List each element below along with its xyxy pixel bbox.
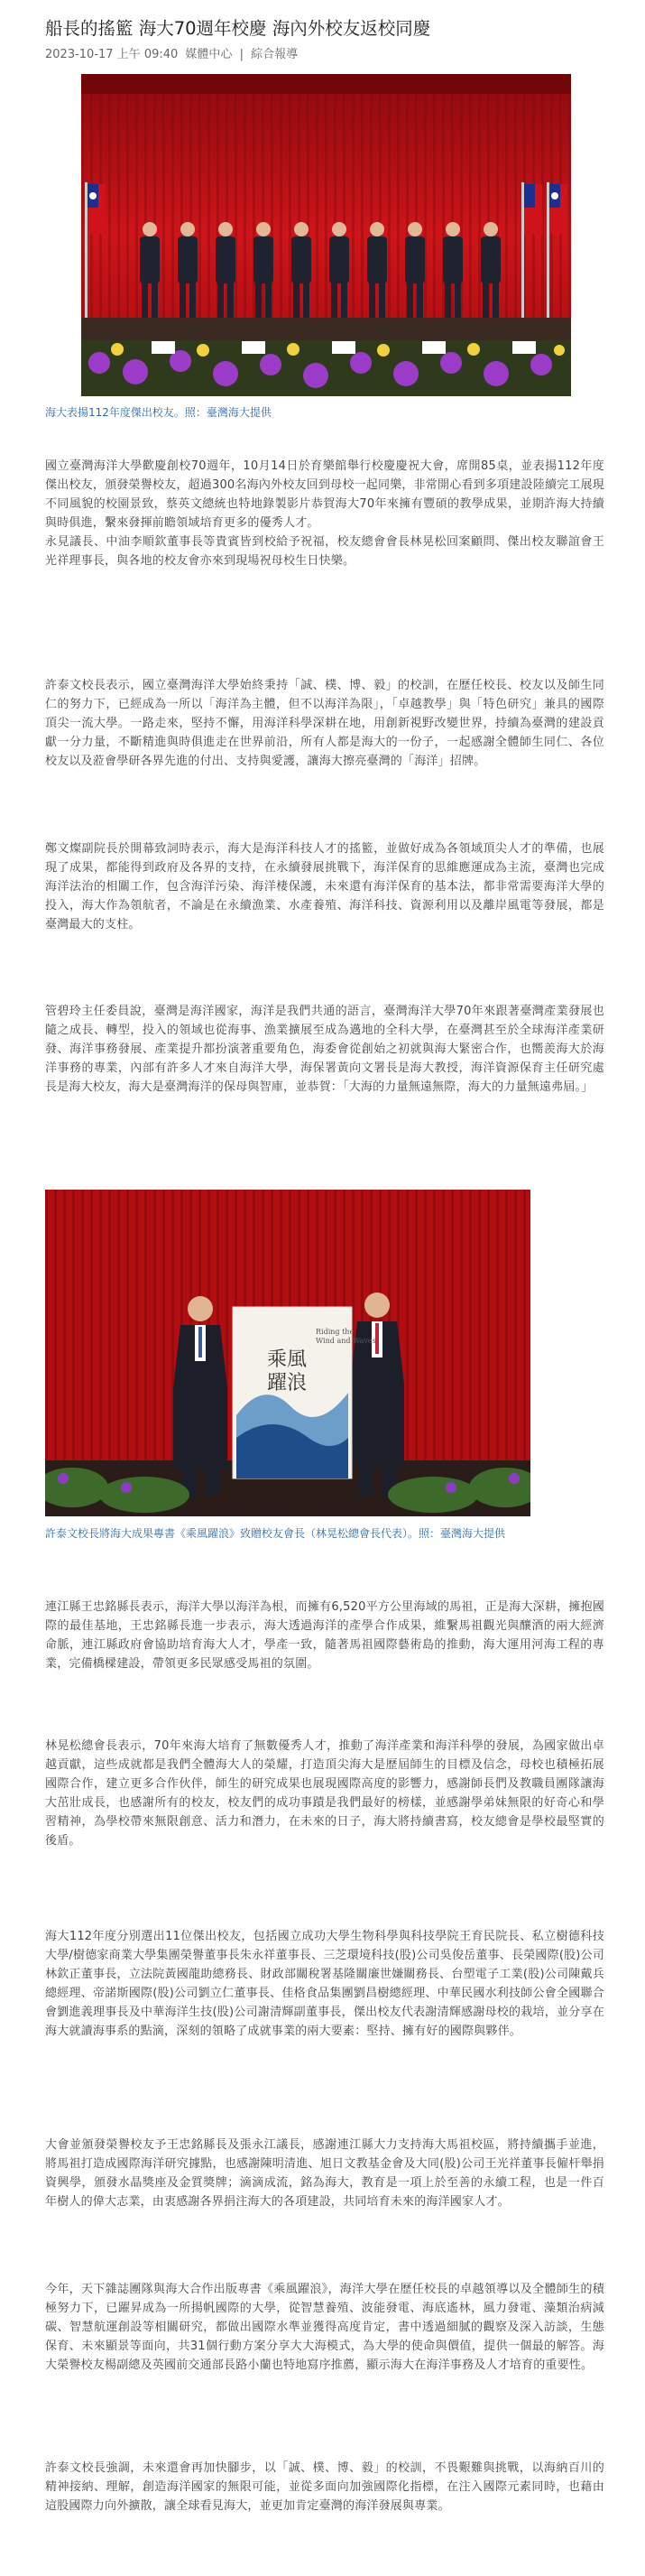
paragraph: 林晃松總會長表示，70年來海大培育了無數優秀人才，推動了海洋產業和海洋科學的發展，為國家做出卓越貢獻，這些成就都是我們全體海大人的榮耀，打造頂尖海大是歷屆師生的目標及信念，母校也積極拓展國際合作，建立更多合作伙伴，師生的研究成果也展現國際高度的影響力，感謝師長們及教職員團隊讓海大茁壯成長，也感謝所有的校友，校友們的成功事蹟是我們最好的榜樣，並感謝學弟妹無限的好奇心和學習精神，為學校帶來無限創意、活力和潛力，在未來的日子，海大將持續書寫，校友總會是學校最堅實的後盾。 [45, 1739, 604, 1848]
meta-separator: | [239, 48, 244, 61]
photo2-caption: 許泰文校長將海大成果專書《乘風躍浪》致贈校友會長（林晃松總會長代表）。照：臺灣海大提供 [45, 1527, 506, 1540]
paragraph: 許泰文校長表示，國立臺灣海洋大學始終秉持「誠、樸、博、毅」的校訓，在歷任校長、校友以及師生同仁的努力下，已經成為一所以「海洋為主體，但不以海洋為限」，「卓越教學」與「特色研究」兼具的國際頂尖一流大學。一路走來，堅持不懈，用海洋科學深耕在地，用創新視野改變世界，持續為臺灣的建設貢獻一分力量，不斷精進與時俱進走在世界前沿，所有人都是海大的一份子，一起感謝全體師生同仁、各位校友以及蒞會學研各界先進的付出、支持與愛護，讓海大擦亮臺灣的「海洋」招牌。 [45, 679, 604, 768]
award-ceremony-illustration [81, 74, 571, 396]
paragraph: 鄭文燦副院長於開幕致詞時表示，海大是海洋科技人才的搖籃，並做好成為各領域頂尖人才的準備，也展現了成果，都能得到政府及各界的支持，在永續發展挑戰下，海洋保育的思維應運成為主流，臺灣也完成海洋法治的相關工作，包含海洋污染、海洋棲保護，未來還有海洋保育的基本法，都非常需要海洋大學的投入，海大作為領航者，不論是在永續漁業、水產養殖、海洋科技、資源利用以及離岸風電等發展，都是臺灣最大的支柱。 [45, 842, 604, 931]
article-category[interactable]: 綜合報導 [251, 48, 299, 61]
article-title: 船長的搖籃 海大70週年校慶 海內外校友返校同慶 [45, 18, 431, 39]
paragraph: 今年，天下雜誌團隊與海大合作出版專書《乘風躍浪》，海洋大學在歷任校長的卓越領導以及全體師生的積極努力下，已躍昇成為一所揚帆國際的大學，從智慧養殖、波能發電、海底遙林，風力發電、藻類治病減碳、智慧航運創設等相關研究，都做出國際水準並獲得高度肯定，書中透過細膩的觀察及深入訪談，生態保育、未來顯景等面向，共31個行動方案分享大大海模式，為大學的使命與價值，提供一個最的解答。海大榮譽校友楊副總及英國前交通部長路小蘭也特地寫序推薦，顯示海大在海洋事務及人才培育的重要性。 [45, 2283, 604, 2372]
paragraph: 許泰文校長強調，未來還會再加快腳步，以「誠、樸、博、毅」的校訓，不畏艱難與挑戰，以海納百川的精神接納、理解，創造海洋國家的無限可能，並從多面向加強國際化指標，在注入國際元素同時，也藉由這股國際力向外擴散，讓全球看見海大，並更加肯定臺灣的海洋發展與專業。 [45, 2461, 604, 2513]
article-source[interactable]: 媒體中心 [185, 48, 233, 61]
paragraph: 國立臺灣海洋大學歡慶創校70週年，10月14日於育樂館舉行校慶慶祝大會，席開85桌，並表揚112年度傑出校友，頒發榮譽校友，超過300名海內外校友回到母校一起同樂，非常開心看到多項建設陸續完工展現不同風貌的校園景致，蔡英文總統也特地錄製影片恭賀海大70年來擁有豐碩的教學成果，並期許海大持續與時俱進，繫來發揮前瞻領域培育更多的優秀人才。 [45, 459, 604, 530]
article-date: 2023-10-17 上午 09:40 [45, 48, 179, 61]
article-meta [45, 44, 298, 61]
photo-book-presentation[interactable] [45, 1190, 530, 1516]
paragraph: 連江縣王忠銘縣長表示，海洋大學以海洋為根，而擁有6,520平方公里海域的馬祖，正是海大深耕，擁抱國際的最佳基地，王忠銘縣長進一步表示，海大透過海洋的產學合作成果，維繫馬祖觀光與釀酒的兩大經濟命脈，連江縣政府會協助培育海大人才，學產一致，隨著馬祖國際藝術島的推動，海大運用河海工程的專業，完備橋樑建設，帶領更多民眾感受馬祖的氛圍。 [45, 1600, 604, 1671]
photo1-caption: 海大表揚112年度傑出校友。照：臺灣海大提供 [45, 406, 272, 419]
book-presentation-illustration [45, 1190, 530, 1516]
paragraph: 海大112年度分別選出11位傑出校友，包括國立成功大學生物科學與科技學院王育民院長、私立樹德科技大學/樹德家商業大學集團榮譽董事長朱永祥董事長、三芝環境科技(股)公司吳俊岳董事、長榮國際(股)公司林欽正董事長，立法院黃國龍助總務長、財政部關稅署基隆關廉世嫌關務長、台塑電子工業(股)公司陳戴兵總經理、帝諾斯國際(股)公司劉立仁董事長、佳格食品集團劉昌樹總經理、中華民國水利技師公會全國聯合會劉進義理事長及中華海洋生技(股)公司謝清輝副董事長，傑出校友代表謝清輝感謝母校的栽培，並分享在海大就讀海事系的點滴，深刻的領略了成就事業的兩大要素：堅持、擁有好的國際與夥伴。 [45, 1930, 604, 2038]
photo-award-ceremony[interactable] [81, 74, 571, 396]
book-title-cn: 乘風躍浪 [267, 1348, 308, 1395]
paragraph: 管碧玲主任委員說，臺灣是海洋國家，海洋是我們共通的語言，臺灣海洋大學70年來跟著臺灣產業發展也隨之成長、轉型，投入的領域也從海事、漁業擴展至成為邁地的全科大學，在臺灣甚至於全球海洋產業研發、海洋事務發展、產業提升都扮演著重要角色，海委會從創始之初就與海大緊密合作，也嚮羨海大於海洋事務的專業，內部有許多人才來自海洋大學，海保署黃向文署長是海大教授，海洋資源保育主任研究處長是海大校友，海大是臺灣海洋的保母與智庫，並恭賀：「大海的力量無遠無際，海大的力量無遠弗屆。」 [45, 1005, 604, 1094]
book-title-en: Riding the Wind and Waves [316, 1328, 376, 1345]
paragraph: 大會並頒發榮譽校友予王忠銘縣長及張永江議長，感謝連江縣大力支持海大馬祖校區，將持續攜手並進，將馬祖打造成國際海洋研究據點，也感謝陳明清進、旭日文教基金會及大同(股)公司王光祥董事長僱杆舉捐資興學，頒發水晶獎座及金質獎牌；滴滴成流，銘為海大，教育是一項上於至善的永續工程，也是一件百年樹人的偉大志業，由衷感謝各界捐注海大的各項建設，共同培育未來的海洋國家人才。 [45, 2138, 604, 2209]
paragraph: 永見議長、中油李順欽董事長等貴賓皆到校給予祝福，校友總會會長林晃松回案顧問、傑出校友聯誼會王光祥理事長，與各地的校友會亦來到現場祝母校生日快樂。 [45, 535, 604, 568]
